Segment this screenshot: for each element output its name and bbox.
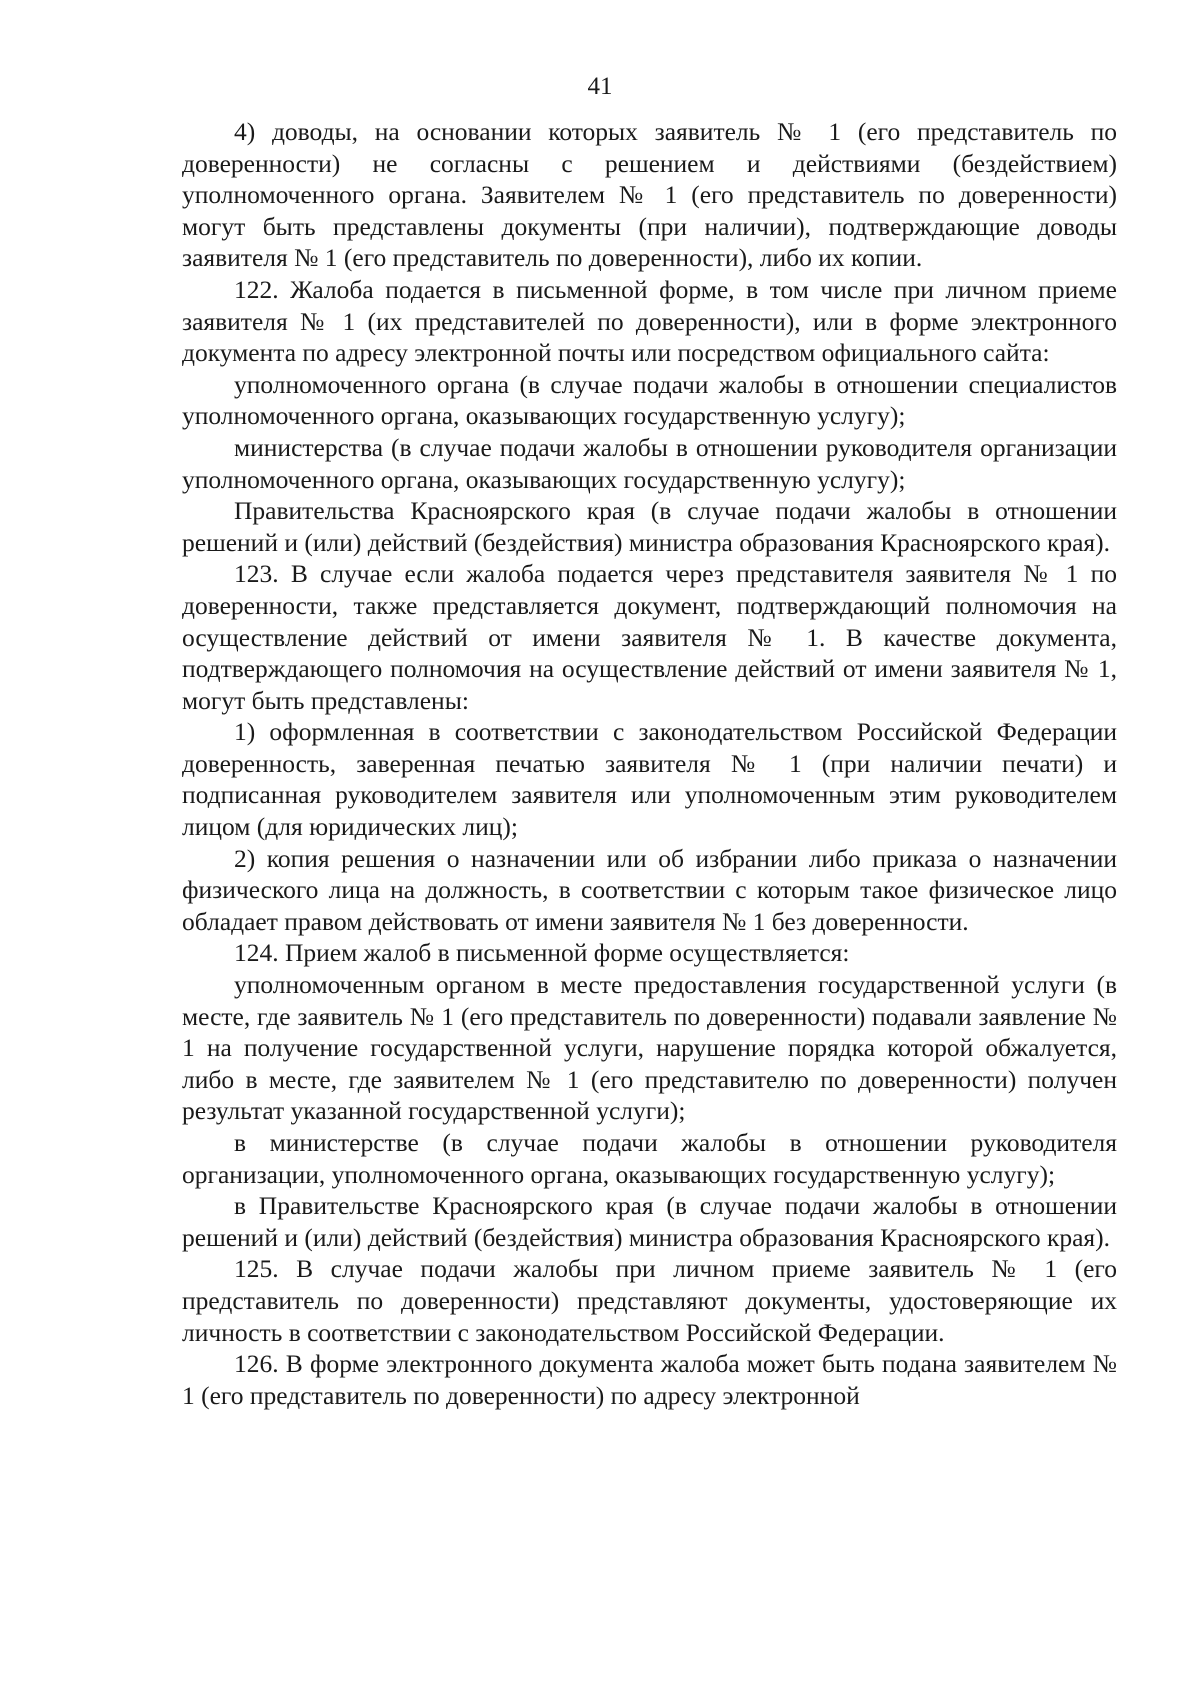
paragraph-126: 126. В форме электронного документа жалоба может быть подана заявителем № 1 (его представитель по доверенности) по адресу электронной (182, 1349, 1117, 1410)
paragraph-123: 123. В случае если жалоба подается через представителя заявителя № 1 по доверенности, также представляется документ, подтверждающий полномочия на осуществление действий от имени заявителя № 1. В качестве документа, подтверждающего полномочия на осуществление действий от имени заявителя № 1, могут быть представлены: (182, 559, 1117, 715)
paragraph-125: 125. В случае подачи жалобы при личном приеме заявитель № 1 (его представитель по доверенности) представляют документы, удостоверяющие их личность в соответствии с законодательством Российской Федерации. (182, 1254, 1117, 1347)
paragraph-123-item-1: 1) оформленная в соответствии с законодательством Российской Федерации доверенность, заверенная печатью заявителя № 1 (при наличии печати) и подписанная руководителем заявителя или уполномоченным этим руководителем лицом (для юридических лиц); (182, 717, 1117, 842)
paragraph-124-ministry: в министерстве (в случае подачи жалобы в отношении руководителя организации, уполномоченного органа, оказывающих государственную услугу); (182, 1128, 1117, 1189)
page-number: 41 (587, 73, 613, 100)
paragraph-government: Правительства Красноярского края (в случае подачи жалобы в отношении решений и (или) действий (бездействия) министра образования Красноярского края). (182, 496, 1117, 557)
paragraph-ministry: министерства (в случае подачи жалобы в отношении руководителя организации уполномоченного органа, оказывающих государственную услугу); (182, 432, 1117, 494)
paragraph-124-authorized-body: уполномоченным органом в месте предоставления государственной услуги (в месте, где заявитель № 1 (его представитель по доверенности) подавали заявление № 1 на получение государственной услуги, нарушение порядка которой обжалуется, либо в месте, где заявителем № 1 (его представителю по доверенности) получен результат указанной государственной услуги); (182, 970, 1117, 1126)
paragraph-124: 124. Прием жалоб в письменной форме осуществляется: (234, 938, 850, 968)
paragraph-authorized-body: уполномоченного органа (в случае подачи жалобы в отношении специалистов уполномоченного органа, оказывающих государственную услугу); (182, 369, 1117, 431)
paragraph-123-item-2: 2) копия решения о назначении или об избрании либо приказа о назначении физического лица на должность, в соответствии с которым такое физическое лицо обладает правом действовать от имени заявителя № 1 без доверенности. (182, 843, 1117, 936)
paragraph-122: 122. Жалоба подается в письменной форме, в том числе при личном приеме заявителя № 1 (их представителей по доверенности), или в форме электронного документа по адресу электронной почты или посредством официального сайта: (182, 274, 1117, 368)
document-body (182, 116, 1117, 1411)
paragraph-item-4-arguments: 4) доводы, на основании которых заявитель № 1 (его представитель по доверенности) не согласны с решением и действиями (бездействием) уполномоченного органа. Заявителем № 1 (его представитель по доверенности) могут быть представлены документы (при наличии), подтверждающие доводы заявителя № 1 (его представитель по доверенности), либо их копии. (182, 117, 1117, 273)
paragraph-124-government: в Правительстве Красноярского края (в случае подачи жалобы в отношении решений и (или) действий (бездействия) министра образования Красноярского края). (182, 1191, 1117, 1252)
